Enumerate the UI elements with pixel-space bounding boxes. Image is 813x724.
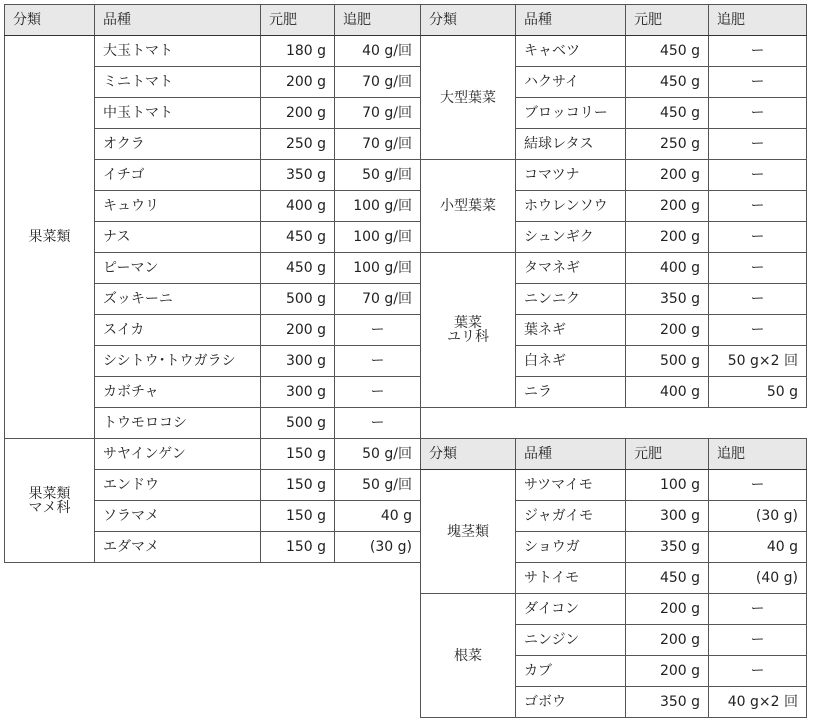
top-dressing-cell: ー bbox=[709, 625, 807, 656]
variety-cell: ニンニク bbox=[516, 284, 626, 315]
base-fertilizer-cell: 350 g bbox=[626, 532, 709, 563]
header-category: 分類 bbox=[421, 5, 516, 36]
top-dressing-cell: ー bbox=[709, 36, 807, 67]
category-cell bbox=[5, 439, 95, 563]
variety-cell: ダイコン bbox=[516, 594, 626, 625]
variety-cell: イチゴ bbox=[95, 160, 261, 191]
header-variety: 品種 bbox=[516, 439, 626, 470]
base-fertilizer-cell: 450 g bbox=[261, 222, 335, 253]
base-fertilizer-cell: 200 g bbox=[626, 315, 709, 346]
table-row bbox=[5, 36, 421, 67]
top-dressing-cell: 50 g bbox=[709, 377, 807, 408]
variety-cell: エダマメ bbox=[95, 532, 261, 563]
base-fertilizer-cell: 300 g bbox=[626, 501, 709, 532]
base-fertilizer-cell: 500 g bbox=[261, 284, 335, 315]
category-cell bbox=[421, 594, 516, 718]
base-fertilizer-cell: 500 g bbox=[626, 346, 709, 377]
variety-cell: ナス bbox=[95, 222, 261, 253]
base-fertilizer-cell: 400 g bbox=[261, 191, 335, 222]
top-dressing-cell: 50 g/回 bbox=[335, 470, 421, 501]
base-fertilizer-cell: 250 g bbox=[626, 129, 709, 160]
variety-cell: ゴボウ bbox=[516, 687, 626, 718]
variety-cell: ニラ bbox=[516, 377, 626, 408]
top-dressing-cell: ー bbox=[335, 315, 421, 346]
variety-cell: シュンギク bbox=[516, 222, 626, 253]
table-row bbox=[421, 36, 807, 67]
top-dressing-cell: ー bbox=[709, 284, 807, 315]
header-variety: 品種 bbox=[95, 5, 261, 36]
top-dressing-cell: 100 g/回 bbox=[335, 222, 421, 253]
top-dressing-cell: (40 g) bbox=[709, 563, 807, 594]
table-row bbox=[421, 594, 807, 625]
top-dressing-cell: ー bbox=[709, 222, 807, 253]
base-fertilizer-cell: 450 g bbox=[626, 563, 709, 594]
base-fertilizer-cell: 300 g bbox=[261, 346, 335, 377]
base-fertilizer-cell: 400 g bbox=[626, 253, 709, 284]
variety-cell: サヤインゲン bbox=[95, 439, 261, 470]
base-fertilizer-cell: 150 g bbox=[261, 532, 335, 563]
variety-cell: シシトウ･トウガラシ bbox=[95, 346, 261, 377]
table-row bbox=[421, 160, 807, 191]
variety-cell: キュウリ bbox=[95, 191, 261, 222]
variety-cell: ソラマメ bbox=[95, 501, 261, 532]
top-dressing-cell: (30 g) bbox=[335, 532, 421, 563]
top-dressing-cell: 40 g×2 回 bbox=[709, 687, 807, 718]
top-dressing-cell: ー bbox=[709, 129, 807, 160]
header-row bbox=[421, 439, 807, 470]
variety-cell: 結球レタス bbox=[516, 129, 626, 160]
base-fertilizer-cell: 200 g bbox=[626, 191, 709, 222]
header-variety: 品種 bbox=[516, 5, 626, 36]
top-dressing-cell: ー bbox=[709, 160, 807, 191]
top-dressing-cell: ー bbox=[709, 253, 807, 284]
variety-cell: ホウレンソウ bbox=[516, 191, 626, 222]
base-fertilizer-cell: 350 g bbox=[626, 284, 709, 315]
top-dressing-cell: (30 g) bbox=[709, 501, 807, 532]
table-row bbox=[5, 439, 421, 470]
base-fertilizer-cell: 200 g bbox=[261, 67, 335, 98]
variety-cell: 大玉トマト bbox=[95, 36, 261, 67]
table-row bbox=[421, 470, 807, 501]
variety-cell: 白ネギ bbox=[516, 346, 626, 377]
base-fertilizer-cell: 200 g bbox=[626, 160, 709, 191]
category-cell bbox=[5, 36, 95, 439]
base-fertilizer-cell: 450 g bbox=[261, 253, 335, 284]
variety-cell: 中玉トマト bbox=[95, 98, 261, 129]
variety-cell: タマネギ bbox=[516, 253, 626, 284]
base-fertilizer-cell: 200 g bbox=[626, 656, 709, 687]
base-fertilizer-cell: 200 g bbox=[626, 222, 709, 253]
top-dressing-cell: 40 g bbox=[335, 501, 421, 532]
base-fertilizer-cell: 450 g bbox=[626, 98, 709, 129]
category-cell bbox=[421, 470, 516, 594]
top-dressing-cell: ー bbox=[709, 191, 807, 222]
category-label: 根菜 bbox=[454, 647, 482, 664]
variety-cell: エンドウ bbox=[95, 470, 261, 501]
top-dressing-cell: ー bbox=[709, 656, 807, 687]
base-fertilizer-cell: 400 g bbox=[626, 377, 709, 408]
base-fertilizer-cell: 100 g bbox=[626, 470, 709, 501]
category-label-line2: ユリ科 bbox=[447, 329, 489, 345]
header-category: 分類 bbox=[5, 5, 95, 36]
fruit-vegetable-table bbox=[4, 4, 421, 439]
base-fertilizer-cell: 200 g bbox=[626, 594, 709, 625]
variety-cell: オクラ bbox=[95, 129, 261, 160]
base-fertilizer-cell: 200 g bbox=[261, 315, 335, 346]
top-dressing-cell: ー bbox=[709, 594, 807, 625]
top-dressing-cell: ー bbox=[335, 377, 421, 408]
base-fertilizer-cell: 350 g bbox=[261, 160, 335, 191]
base-fertilizer-cell: 350 g bbox=[626, 687, 709, 718]
variety-cell: ショウガ bbox=[516, 532, 626, 563]
category-label-line1: 葉菜 bbox=[454, 315, 482, 331]
root-vegetable-table bbox=[420, 438, 807, 718]
top-dressing-cell: ー bbox=[709, 98, 807, 129]
variety-cell: 葉ネギ bbox=[516, 315, 626, 346]
base-fertilizer-cell: 180 g bbox=[261, 36, 335, 67]
top-dressing-cell: 50 g/回 bbox=[335, 160, 421, 191]
base-fertilizer-cell: 500 g bbox=[261, 408, 335, 439]
category-cell bbox=[421, 253, 516, 408]
variety-cell: トウモロコシ bbox=[95, 408, 261, 439]
leafy-vegetable-table bbox=[420, 4, 807, 408]
header-category: 分類 bbox=[421, 439, 516, 470]
category-label: 塊茎類 bbox=[447, 523, 489, 540]
variety-cell: カブ bbox=[516, 656, 626, 687]
base-fertilizer-cell: 450 g bbox=[626, 36, 709, 67]
header-base-fertilizer: 元肥 bbox=[626, 5, 709, 36]
legume-table bbox=[4, 438, 421, 563]
variety-cell: サトイモ bbox=[516, 563, 626, 594]
variety-cell: ブロッコリー bbox=[516, 98, 626, 129]
base-fertilizer-cell: 200 g bbox=[626, 625, 709, 656]
top-dressing-cell: 70 g/回 bbox=[335, 284, 421, 315]
base-fertilizer-cell: 450 g bbox=[626, 67, 709, 98]
top-dressing-cell: ー bbox=[709, 470, 807, 501]
category-cell bbox=[421, 36, 516, 160]
top-dressing-cell: 100 g/回 bbox=[335, 191, 421, 222]
base-fertilizer-cell: 200 g bbox=[261, 98, 335, 129]
variety-cell: サツマイモ bbox=[516, 470, 626, 501]
variety-cell: ジャガイモ bbox=[516, 501, 626, 532]
base-fertilizer-cell: 150 g bbox=[261, 470, 335, 501]
top-dressing-cell: 70 g/回 bbox=[335, 129, 421, 160]
header-row bbox=[5, 5, 421, 36]
top-dressing-cell: ー bbox=[335, 346, 421, 377]
category-label: 果菜類 bbox=[28, 229, 71, 245]
top-dressing-cell: ー bbox=[335, 408, 421, 439]
header-row bbox=[421, 5, 807, 36]
category-cell bbox=[421, 160, 516, 253]
variety-cell: キャベツ bbox=[516, 36, 626, 67]
top-dressing-cell: 70 g/回 bbox=[335, 67, 421, 98]
top-dressing-cell: 70 g/回 bbox=[335, 98, 421, 129]
category-label-line1: 果菜類 bbox=[28, 485, 71, 502]
category-label-line2: マメ科 bbox=[28, 499, 71, 516]
variety-cell: ミニトマト bbox=[95, 67, 261, 98]
base-fertilizer-cell: 250 g bbox=[261, 129, 335, 160]
top-dressing-cell: 50 g/回 bbox=[335, 439, 421, 470]
variety-cell: カボチャ bbox=[95, 377, 261, 408]
header-top-dressing: 追肥 bbox=[335, 5, 421, 36]
base-fertilizer-cell: 300 g bbox=[261, 377, 335, 408]
top-dressing-cell: 40 g/回 bbox=[335, 36, 421, 67]
variety-cell: ピーマン bbox=[95, 253, 261, 284]
header-top-dressing: 追肥 bbox=[709, 439, 807, 470]
top-dressing-cell: ー bbox=[709, 67, 807, 98]
header-base-fertilizer: 元肥 bbox=[261, 5, 335, 36]
top-dressing-cell: ー bbox=[709, 315, 807, 346]
category-label: 大型葉菜 bbox=[440, 89, 496, 106]
base-fertilizer-cell: 150 g bbox=[261, 501, 335, 532]
variety-cell: スイカ bbox=[95, 315, 261, 346]
table-row bbox=[421, 253, 807, 284]
top-dressing-cell: 50 g×2 回 bbox=[709, 346, 807, 377]
variety-cell: ズッキーニ bbox=[95, 284, 261, 315]
variety-cell: コマツナ bbox=[516, 160, 626, 191]
header-top-dressing: 追肥 bbox=[709, 5, 807, 36]
category-label: 小型葉菜 bbox=[440, 198, 496, 214]
header-base-fertilizer: 元肥 bbox=[626, 439, 709, 470]
variety-cell: ハクサイ bbox=[516, 67, 626, 98]
variety-cell: ニンジン bbox=[516, 625, 626, 656]
top-dressing-cell: 40 g bbox=[709, 532, 807, 563]
base-fertilizer-cell: 150 g bbox=[261, 439, 335, 470]
top-dressing-cell: 100 g/回 bbox=[335, 253, 421, 284]
